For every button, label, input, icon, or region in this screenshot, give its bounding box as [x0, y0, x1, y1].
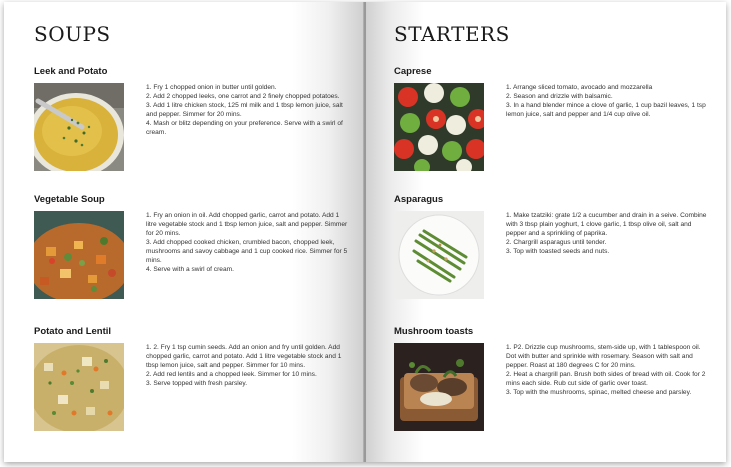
step: 1. Fry an onion in oil. Add chopped garlic, carrot and potato. Add 1 litre vegetable stock and 1 tbsp lemon juice, salt and pepper. Simmer for 20 mins. [146, 212, 348, 237]
mushroom-toast-image [394, 343, 484, 431]
step: 4. Mash or blitz depending on your preference. Serve with a swirl of cream. [146, 120, 343, 136]
recipe-steps [146, 211, 348, 274]
open-cookbook [4, 2, 726, 462]
step: 3. Add 1 litre chicken stock, 125 ml milk and 1 tbsp lemon juice, salt and pepper. Simmer for 20 mins. [146, 102, 343, 118]
vegetable-soup-image [34, 211, 124, 299]
step: 1. Arrange sliced tomato, avocado and mozzarella [506, 84, 653, 91]
step: 3. Top with toasted seeds and nuts. [506, 248, 610, 255]
step: 3. Serve topped with fresh parsley. [146, 380, 248, 387]
step: 1. 2. Fry 1 tsp cumin seeds. Add an onion and fry until golden. Add chopped garlic, carrot and potato. Add 1 litre vegetable stock and 1 tbsp lemon juice, salt and pepper. Simmer for 10 mins. [146, 344, 342, 369]
recipe-title: Potato and Lentil [34, 326, 112, 337]
step: 2. Chargrill asparagus until tender. [506, 239, 607, 246]
step: 2. Add 2 chopped leeks, one carrot and 2 finely chopped potatoes. [146, 93, 340, 100]
right-page [366, 2, 726, 462]
recipe-title: Caprese [394, 66, 432, 77]
step: 1. Fry 1 chopped onion in butter until golden. [146, 84, 277, 91]
step: 1. P2. Drizzle cup mushrooms, stem-side up, with 1 tablespoon oil. Dot with butter and sprinkle with rosemary. Season with salt and pepper. Roast at 180 degrees C for 20 mins. [506, 344, 701, 369]
step: 2. Add red lentils and a chopped leek. Simmer for 10 mins. [146, 371, 317, 378]
recipe-title: Asparagus [394, 194, 444, 205]
recipe-steps [506, 343, 708, 397]
asparagus-plate-image [394, 211, 484, 299]
recipe-steps [146, 83, 348, 137]
step: 3. In a hand blender mince a clove of garlic, 1 cup bazil leaves, 1 tsp lemon juice, salt and pepper and 1/4 cup olive oil. [506, 102, 706, 118]
recipe-steps [506, 211, 708, 256]
step: 2. Season and drizzle with balsamic. [506, 93, 613, 100]
left-page [4, 2, 364, 462]
recipe-steps [506, 83, 708, 119]
step: 1. Make tzatziki: grate 1/2 a cucumber and drain in a seive. Combine with 3 tbsp plain yoghurt, 1 clove garlic, 1 tbsp olive oil, salt and pepper and a sprinkling of paprika. [506, 212, 707, 237]
step: 2. Heat a chargrill pan. Brush both sides of bread with oil. Cook for 2 mins each side. Rub cut side of garlic over toast. [506, 371, 706, 387]
caprese-salad-image [394, 83, 484, 171]
potato-lentil-soup-image [34, 343, 124, 431]
starters-heading: STARTERS [394, 22, 510, 46]
step: 3. Top with the mushrooms, spinac, melted cheese and parsley. [506, 389, 692, 396]
soups-heading: SOUPS [34, 22, 111, 46]
recipe-title: Vegetable Soup [34, 194, 105, 205]
recipe-title: Leek and Potato [34, 66, 108, 77]
leek-potato-soup-image [34, 83, 124, 171]
step: 3. Add chopped cooked chicken, crumbled bacon, chopped leek, mushrooms and savoy cabbage and 1 cup cooked rice. Simmer for 5 mins. [146, 239, 348, 264]
step: 4. Serve with a swirl of cream. [146, 266, 234, 273]
recipe-steps [146, 343, 348, 388]
recipe-title: Mushroom toasts [394, 326, 474, 337]
